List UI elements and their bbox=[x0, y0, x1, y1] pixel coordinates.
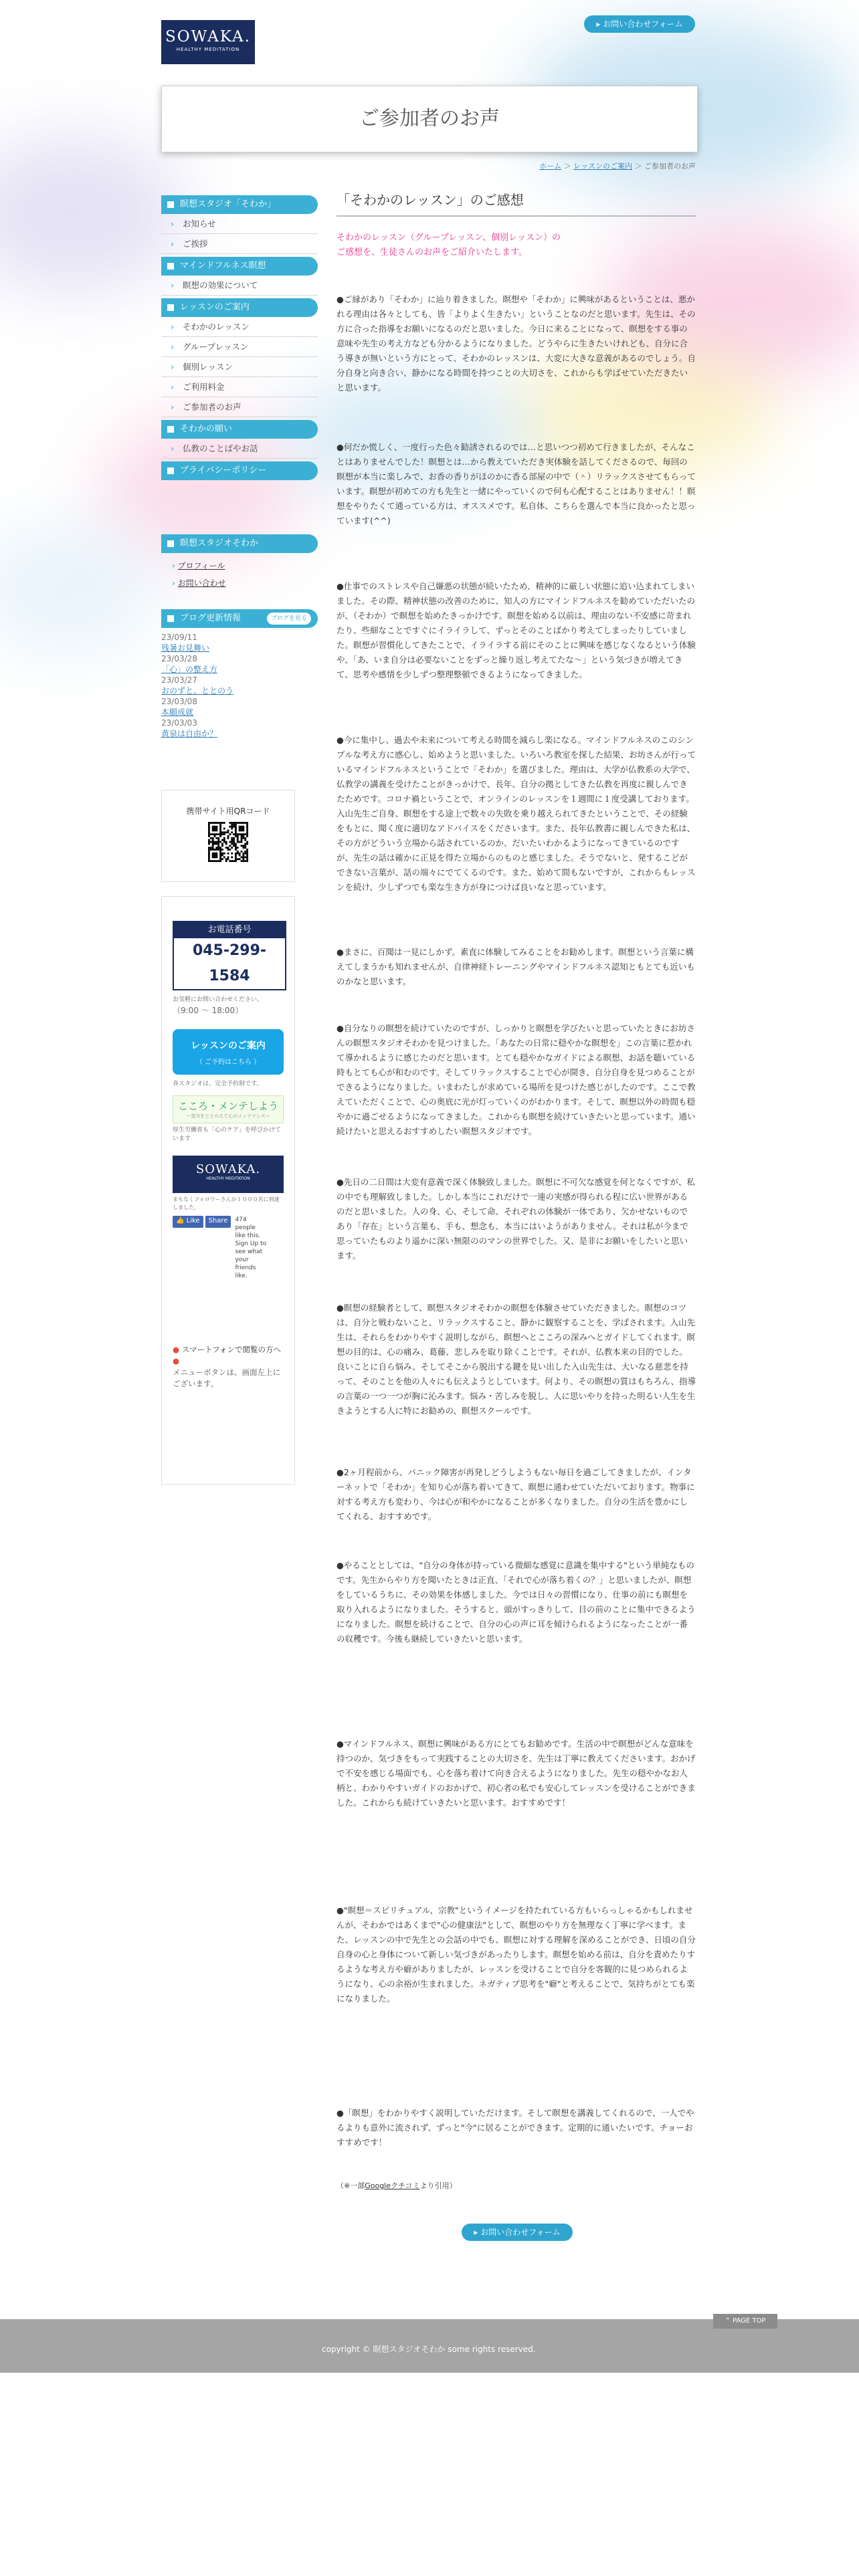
testimonial-paragraph: ●何だか慌しく、一度行った色々勧誘されるのでは…と思いつつ初めて行きましたが、そんなことはありませんでした！瞑想とは…から教えていただき実体験を話してくださるので、毎回の瞑想が本当に楽しみで、お香の香りがほのかに香る部屋の中で（＾）リラックスさせてもらっています。瞑想が初めての方も先生と一緒にやっていくので何も心配することはありません！！瞑想をやりたくて通っている方は、オススメです。私自体、こちらを選んで本当に良かったと思っています(^^) bbox=[337, 442, 696, 526]
sidebar-section-wish[interactable]: そわかの願い bbox=[161, 420, 318, 439]
testimonial-paragraph: ●まさに、百聞は一見にしかず。素直に体験してみることをお勧めします。瞑想という言葉に構えてしまうかも知れませんが、自律神経トレーニングやマインドフルネス認知ともとても近いものかなと思います。 bbox=[337, 947, 695, 986]
contact-info-block: お電話番号 045-299-1584 お気軽にお問い合わせください。 （9:00 〜 18:00） レッスンのご案内 （ ご予約はこちら ） 各スタジオは、完全予約制です。 こころ・メンテしよう 〜気分をととのえて心のメンテナンス〜 厚生労働省も「心のケア」を呼びかけています SOWAKA. HEALTHY MEDITATION まもなくフォロワーさんが１０００名に到達しました。 👍 Like Share 474 people like this. Sign Up to see what your friends like. ● スマートフォンで閲覧の方へ ● メニューボタンは、画面左上にございます。 bbox=[161, 896, 295, 1485]
citation-note: （※一部Googleクチコミより引用） bbox=[337, 2181, 457, 2190]
sidebar-about bbox=[161, 532, 318, 592]
sidebar-section-mindfulness[interactable]: マインドフルネス瞑想 bbox=[161, 257, 318, 276]
blog-post-link[interactable]: 黄泉は自由か？ bbox=[161, 729, 218, 738]
fb-like-button[interactable]: 👍 Like bbox=[173, 1216, 203, 1228]
article-lead: そわかのレッスン（グループレッスン、個別レッスン）の ご感想を、生徒さんのお声をご紹介いたします。 bbox=[337, 233, 561, 257]
page-top-button[interactable]: ⌃ PAGE TOP bbox=[713, 2314, 777, 2329]
sidebar-item-fees[interactable]: › ご利用料金 bbox=[161, 377, 318, 397]
article-title: 「そわかのレッスン」のご感想 bbox=[337, 189, 696, 217]
sidebar-item-private-lesson[interactable]: › 個別レッスン bbox=[161, 357, 318, 377]
blog-post-link[interactable]: 残暑お見舞い bbox=[161, 643, 210, 653]
testimonial-paragraph: ●ご縁があり「そわか」に辿り着きました。瞑想や「そわか」に興味があるということは、悪かれる理由は各々としても、皆「よりよく生きたい」ということなのだと思います。先生は、その方に合った指導をお願いになるのだと思いました。今日に来ることになって、瞑想をする事の意味や先生の考え方なども分かるようになりました。どうやらに生きたいけれども、自分に合う導きが無いという方にとって、そわかのレッスンは、大変に大きな意義があるのでしょう。自分自身と向き合い、静かになる時間を持つことの大切さを、これからも学ばせていただきたいと思います。 bbox=[337, 294, 696, 393]
sidebar-nav bbox=[161, 193, 318, 480]
sidebar-item-voices[interactable]: › ご参加者のお声 bbox=[161, 397, 318, 417]
blog-post-date: 23/03/03 bbox=[161, 718, 197, 728]
copyright: copyright © 瞑想スタジオそわか some rights reserved. bbox=[322, 2345, 536, 2354]
testimonial-paragraph: ●自分なりの瞑想を続けていたのですが、しっかりと瞑想を学びたいと思っていたときにお坊さんの瞑想スタジオそわかを見つけました。「あなたの日常に穏やかな瞑想を」この言葉に惹かれて導かれるように感じたのだと思います。とても穏やかなガイドによる瞑想、お話を聴いている時もとても心が和むのです。そしてリラックスすることで心が開き、自分自身を見つめることができるようになりました。いまわたしが求めている場所を見つけた感じがしたのです。ここで教えていただくことで、心の奥底に光が灯っていくのがわかります。そして、瞑想以外の時間も穏やかに過ごせるようになってきました。これからも瞑想を続けていきたいと思っています。通い続けたいと思えるおすすめしたい瞑想スタジオです。 bbox=[337, 1023, 696, 1136]
google-reviews-link[interactable]: Googleクチコミ bbox=[365, 2181, 420, 2190]
footer bbox=[0, 2319, 859, 2373]
testimonial-paragraph: ●"瞑想＝スピリチュアル、宗教"というイメージを持たれている方もいらっしゃるかもしれませんが、そわかではあくまで"心の健康法"として、瞑想のやり方を無理なく丁寧に学べます。また、レッスンの中で先生との会話の中でも、瞑想に対する理解を深めることができ、日頃の自分自身の心と身体について新しい気づきがあったりします。瞑想を始める前は、自分を責めたりするような考え方や癖がありましたが、レッスンを受けることで自分を客観的に見つめられるようになり、心の余裕が生まれました。ネガティブ思考を"癖"と考えることで、気持ちがとても楽になりました。 bbox=[337, 1905, 696, 2004]
sidebar-section-lessons[interactable]: レッスンのご案内 bbox=[161, 298, 318, 317]
sidebar-item-buddhism[interactable]: › 仏教のことばやお話 bbox=[161, 439, 318, 459]
smartphone-notice: ● スマートフォンで閲覧の方へ ● メニューボタンは、画面左上にございます。 bbox=[173, 1345, 282, 1388]
blog-post-link[interactable]: 「心」の整え方 bbox=[161, 665, 218, 674]
breadcrumb-current: ご参加者のお声 bbox=[644, 162, 696, 171]
sidebar-item-sowaka-lesson[interactable]: › そわかのレッスン bbox=[161, 317, 318, 337]
testimonial-paragraph: ●マインドフルネス、瞑想に興味がある方にとてもお勧めです。生活の中で瞑想がどんな意味を持つのか、気づきをもって実践することの大切さを、先生は丁寧に教えてくださいます。おかげで不安を感じる場面でも、心を落ち着けて向き合えるようになりました。先生の穏やかなお人柄と、わかりやすいガイドのおかげで、初心者の私でも安心してレッスンを受けることができました。これからも続けていきたいと思います。おすすめです！ bbox=[337, 1739, 696, 1808]
testimonial-paragraph: ●仕事でのストレスや自己嫌悪の状態が続いたため、精神的に厳しい状態に追い込まれてしまいました。その際、精神状態の改善のために、知人の方にマインドフルネスを勧めていただいたのが、（そわか）で瞑想を始めたきっかけです。瞑想を始める以前は、理由のない不安感に苛まれたり、些細なことですぐにイライラして、ずっとそのことばかり考えてしまったりしていました。瞑想が習慣化してきたことで、イライラする前にそのことに興味を感じなくなるという体験や、「あ、いま自分は必要ないことをずっと繰り返し考えてたな〜」という気づきが増えてきて、思考や感情を少しずつ整理整頓できるようになってきました。 bbox=[337, 581, 696, 679]
kokoro-maintenance-banner[interactable]: こころ・メンテしよう 〜気分をととのえて心のメンテナンス〜 bbox=[173, 1095, 284, 1123]
phone-number[interactable]: 045-299-1584 bbox=[192, 942, 267, 984]
testimonial-paragraph: ●先日の二日間は大変有意義で深く体験致しました。瞑想に不可欠な感覚を何となくですが、私の中でも理解致しました。しかし本当にこれだけで一連の実感が得られる程に広い世界があるのだと思いました。人の身、心、そして命、それぞれの体験が一体であり、欠かせないものであり「存在」という言葉も、手も、想念も、本当にはいようがありません。それは私が今まで思っていたものより遥かに深い無限ののマンの世界でした。又、是非にお願いをしたいと思います。 bbox=[337, 1177, 695, 1261]
facebook-widget: SOWAKA. HEALTHY MEDITATION まもなくフォロワーさんが１０００名に到達しました。 👍 Like Share 474 people like this. Sign Up to see what your friends like. bbox=[173, 1156, 284, 1280]
breadcrumb-parent[interactable]: レッスンのご案内 bbox=[573, 162, 632, 171]
testimonial-paragraph: ●今に集中し、過去や未来について考える時間を減らし楽になる。マインドフルネスのこのシンプルな考え方に感心し、始めようと思いました。いろいろ教室を探した結果、お坊さんが行っているマインドフルネスということで「そわか」を選びました。理由は、大学が仏教系の大学で、仏教学の講義を受けたことがきっかけで、長年、自分の拠としてきた仏教を再度に親しんできたためです。コロナ禍ということで、オンラインのレッスンを１週間に１度受講しております。入山先生ご自身、瞑想をする途上で数々の失敗を乗り越えられてきたということで、その経験をもとに、聞く度に適切なアドバイスをくださいます。また、長年仏教書に親しんできた私は、その方がどういう立場から話されているのか、だいたいわかるようになってきているのですが、先生の話は確かに正見を得た立場からのものと感じました。そうでないと、発するこどができない言葉が、話の端々にでてくるのです。また、始めて間もないですが、これからもレッスンを続け、少しずつでも楽な生き方が身につけば良いなと思っています。 bbox=[337, 735, 696, 892]
sidebar-section-privacy[interactable]: プライバシーポリシー bbox=[161, 461, 318, 480]
lesson-booking-button[interactable]: レッスンのご案内 （ ご予約はこちら ） bbox=[173, 1029, 284, 1075]
testimonial-paragraph: ●「瞑想」をわかりやすく説明していただけます。そして瞑想を講義してくれるので、一人でやるよりも意外に流されず、ずっと"今"に居ることができます。定期的に通いたいです。チョーおすすめです！ bbox=[337, 2108, 694, 2147]
sidebar-section-studio[interactable]: 瞑想スタジオ「そわか」 bbox=[161, 195, 318, 214]
inquiry-link[interactable]: › お問い合わせ bbox=[172, 578, 226, 588]
testimonial-paragraph: ●2ヶ月程前から、パニック障害が再発しどうしようもない毎日を過ごしてきましたが、インターネットで「そわか」を知り心が落ち着いてきて、瞑想に通わせていただいております。物事に対する考え方も変わり、今は心が和やかになることが多くなりました。自分の生活を豊かにしてくれる、おすすめです。 bbox=[337, 1467, 695, 1521]
page-title: ご参加者のお声 bbox=[161, 86, 698, 152]
sidebar-item-group-lesson[interactable]: › グループレッスン bbox=[161, 337, 318, 357]
blog-post-link[interactable]: 本願成就 bbox=[161, 708, 194, 717]
qr-code bbox=[208, 822, 248, 862]
blog-heading: ブログ更新情報 ブログを見る bbox=[161, 609, 318, 628]
blog-post-date: 23/09/11 bbox=[161, 633, 197, 642]
sidebar-item-effects[interactable]: › 瞑想の効果について bbox=[161, 276, 318, 296]
sidebar-item-news[interactable]: › お知らせ bbox=[161, 214, 318, 234]
profile-link[interactable]: › プロフィール bbox=[172, 561, 225, 570]
bottom-contact-form-button[interactable]: ▸ お問い合わせフォーム bbox=[462, 2224, 573, 2241]
about-heading: 瞑想スタジオそわか bbox=[161, 534, 318, 553]
blog-post-date: 23/03/08 bbox=[161, 697, 197, 706]
blog-post-date: 23/03/27 bbox=[161, 675, 197, 685]
breadcrumb-home[interactable]: ホーム bbox=[539, 162, 562, 171]
blog-post-link[interactable]: おのずと、ととのう bbox=[161, 686, 234, 695]
testimonial-paragraph: ●瞑想の経験者として、瞑想スタジオそわかの瞑想を体験させていただきました。瞑想のコツは、自分と戦わないこと、リラックスすること、静かに観察することを、学ばされます。入山先生は、それらをわかりやすく説明しながら、瞑想へとこころの深みへとガイドしてくれます。瞑想の目的は、心の痛み、葛藤、悲しみを取り除くことです。それが、仏教本来の目的でした。良いことに自ら悩み、そしてそこから脱出する鍵を見い出した入山先生は、大いなる慈悲を持って、そのことを他の人々にも伝えようとしています。何より、その瞑想の質はもちろん、指導の言葉の一つ一つが胸に沁みます。悩み・苦しみを脱し、人に思いやりを持った明るい人生を生きようとする人に特にお勧めの、瞑想スクールです。 bbox=[337, 1303, 696, 1416]
fb-share-button[interactable]: Share bbox=[205, 1216, 231, 1228]
contact-form-button[interactable]: ▸ お問い合わせフォーム bbox=[584, 15, 695, 33]
blog-post-date: 23/03/28 bbox=[161, 654, 197, 663]
site-logo[interactable]: SOWAKA. HEALTHY MEDITATION bbox=[161, 20, 255, 64]
blog-updates bbox=[161, 607, 318, 739]
view-blog-badge[interactable]: ブログを見る bbox=[267, 613, 311, 625]
testimonial-paragraph: ●やることとしては、"自分の身体が持っている微細な感覚に意識を集中する"という単純なものです。先生からやり方を聞いたときは正直、「それで心が落ち着くの？」と思いましたが、瞑想をしているうちに、その効果を体感しました。今では日々の習慣になり、仕事の前にも瞑想を取り入れるようになりました。そうすると、頭がすっきりして、目の前のことに集中できるようになりました。瞑想を続けることで、自分の心の声に耳を傾けられるようになったことが一番の収穫です。今後も継続していきたいと思います。 bbox=[337, 1560, 696, 1644]
qr-code-block: 携帯サイト用QRコード bbox=[161, 790, 295, 882]
sidebar-item-greeting[interactable]: › ご挨拶 bbox=[161, 234, 318, 254]
breadcrumb: ホーム ＞ レッスンのご案内 ＞ ご参加者のお声 bbox=[539, 162, 696, 171]
